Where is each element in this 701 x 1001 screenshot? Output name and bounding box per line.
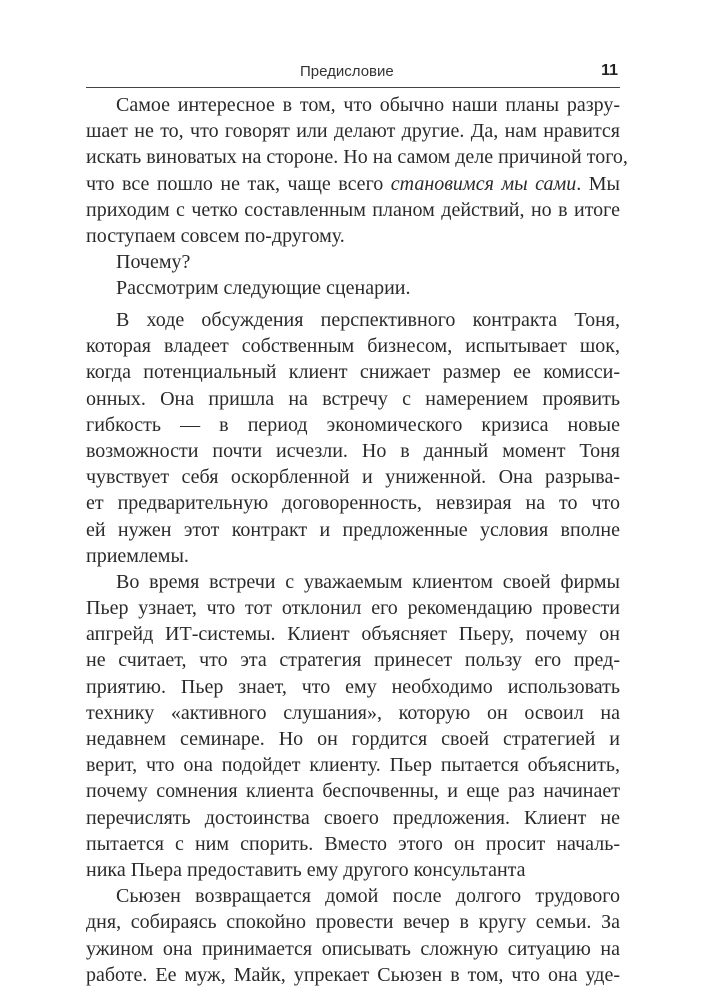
scenarios	[86, 307, 620, 988]
text-line: ет предварительную договоренность, невзирая на то что	[86, 492, 620, 515]
text-fragment: . Мы	[576, 172, 620, 195]
text-line: приятию. Пьер знает, что ему необходимо использовать	[86, 675, 620, 698]
text-line-with-emphasis	[86, 171, 620, 197]
text-line: не считает, что эта стратегия принесет пользу его пред-	[86, 649, 620, 672]
text-line: гибкость — в период экономического кризиса новые	[86, 413, 620, 436]
text-line: поступаем совсем по-другому.	[86, 224, 345, 247]
text-line: приемлемы.	[86, 544, 189, 567]
text-line: работе. Ее муж, Майк, упрекает Сьюзен в том, что она уде-	[86, 963, 620, 986]
text-line: пытается с ним спорить. Вместо этого он просит началь-	[86, 832, 620, 855]
text-line: недавнем семинаре. Но он гордится своей стратегией и	[86, 728, 620, 750]
header-rule	[86, 87, 620, 88]
text-line: приходим с четко составленным планом действий, но в итоге	[86, 198, 620, 221]
text-line: почему сомнения клиента беспочвенны, и еще раз начинает	[86, 780, 620, 803]
running-head	[86, 60, 620, 86]
text-line: чувствует себя оскорбленной и униженной. Она разрыва-	[86, 466, 620, 489]
text-line: В ходе обсуждения перспективного контракта Тоня,	[116, 309, 620, 331]
text-fragment: что все пошло не так, чаще всего	[86, 172, 391, 195]
text-line: онных. Она пришла на встречу с намерением проявить	[86, 387, 620, 410]
text-line: Пьер узнает, что тот отклонил его рекомендацию провести	[86, 597, 620, 620]
text-line: перечислять достоинства своего предложения. Клиент не	[86, 806, 620, 829]
text-line: верит, что она подойдет клиенту. Пьер пытается объяснить,	[86, 754, 620, 777]
text-line: ника Пьера предоставить ему другого консультанта	[86, 858, 526, 881]
text-line: которая владеет собственным бизнесом, испытывает шок,	[86, 335, 620, 358]
intro-paragraphs	[86, 92, 628, 302]
text-line: Рассмотрим следующие сценарии.	[116, 277, 411, 300]
text-line: Самое интересное в том, что обычно наши планы разру-	[116, 94, 620, 116]
text-line: возможности почти исчезли. Но в данный момент Тоня	[86, 439, 620, 462]
text-line: ужином она принимается описывать сложную ситуацию на	[86, 937, 620, 960]
page-number: 11	[601, 62, 618, 79]
text-line: дня, собираясь спокойно провести вечер в кругу семьи. За	[86, 911, 620, 934]
running-title: Предисловие	[300, 63, 394, 80]
emphasis-text: становимся мы сами	[390, 172, 577, 195]
text-line: Во время встречи с уважаемым клиентом своей фирмы	[116, 570, 620, 593]
text-line: Почему?	[116, 251, 191, 274]
text-line: Сьюзен возвращается домой после долгого трудового	[116, 885, 620, 908]
text-line: технику «активного слушания», которую он освоил на	[86, 701, 620, 724]
text-line: шает не то, что говорят или делают другие. Да, нам нравится	[86, 120, 620, 143]
text-line: ей нужен этот контракт и предложенные условия вполне	[86, 518, 620, 541]
text-line: искать виноватых на стороне. Но на самом деле причиной того,	[86, 146, 628, 169]
text-line: когда потенциальный клиент снижает размер ее комисси-	[86, 361, 620, 384]
text-line: апгрейд ИТ-системы. Клиент объясняет Пьеру, почему он	[86, 623, 620, 646]
